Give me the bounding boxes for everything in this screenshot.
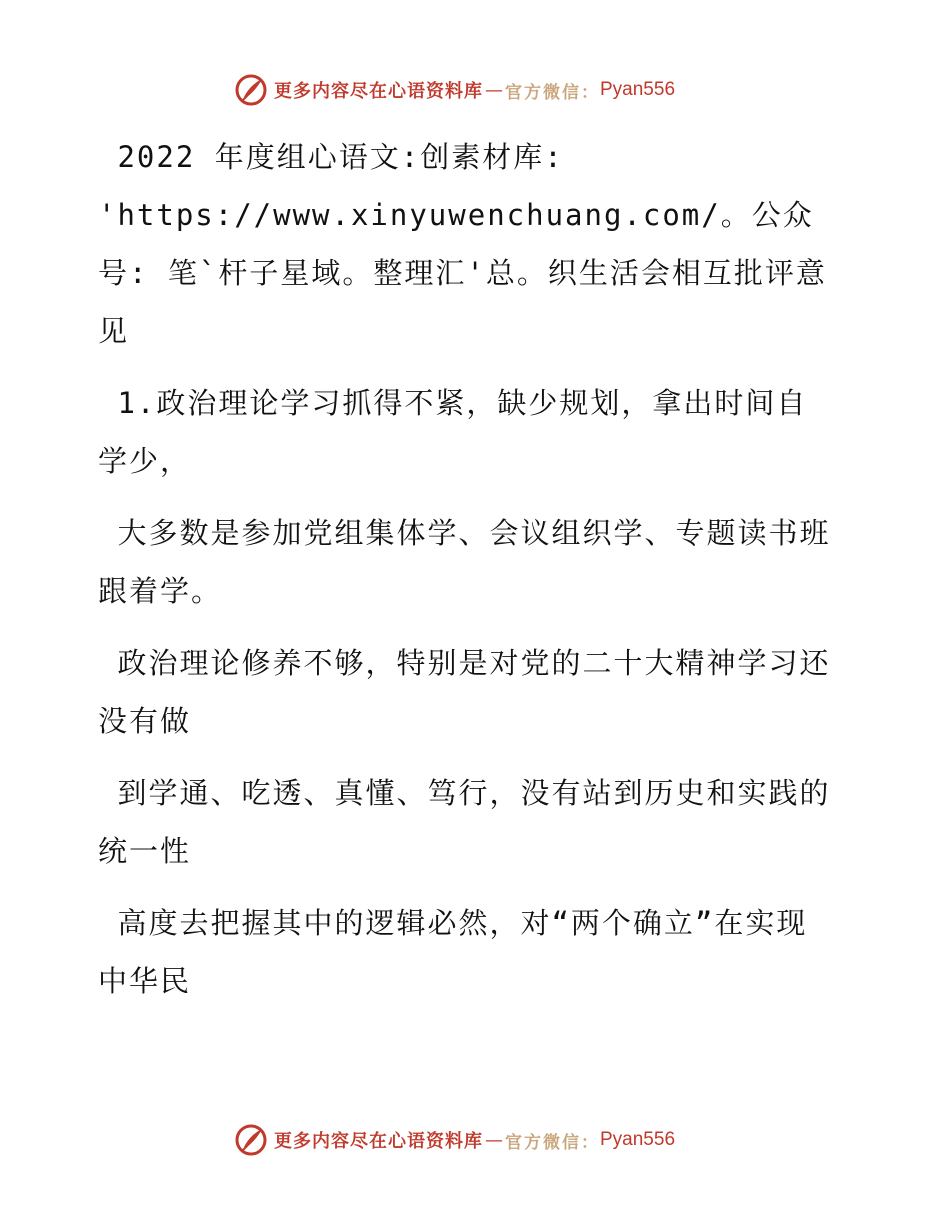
banner-wechat-label: 官方微信： [505, 1132, 600, 1153]
footer-watermark-banner [234, 1122, 675, 1158]
quill-logo-icon [234, 1123, 268, 1157]
paragraph: 高度去把握其中的逻辑必然，对“两个确立”在实现中华民 [98, 906, 808, 998]
document-body [98, 128, 833, 1024]
header-watermark-banner [234, 72, 675, 108]
banner-separator: — [485, 79, 503, 101]
banner-text: 更多内容尽在心语资料库 [274, 81, 483, 102]
paragraph: 2022 年度组心语文:创素材库: 'https://www.xinyuwenchuang.com/。公众号: 笔`杆子星域。整理汇'总。织生活会相互批评意见 [98, 140, 827, 348]
quill-logo-icon [234, 73, 268, 107]
banner-account: Pyan556 [600, 79, 676, 100]
paragraph: 到学通、吃透、真懂、笃行，没有站到历史和实践的统一性 [98, 776, 831, 868]
paragraph: 大多数是参加党组集体学、会议组织学、专题读书班跟着学。 [98, 516, 831, 608]
banner-text: 更多内容尽在心语资料库 [274, 1131, 483, 1152]
banner-account: Pyan556 [600, 1129, 676, 1150]
paragraph: 1.政治理论学习抓得不紧，缺少规划，拿出时间自学少， [98, 386, 808, 478]
banner-separator: — [485, 1129, 503, 1151]
paragraph: 政治理论修养不够，特别是对党的二十大精神学习还没有做 [98, 646, 831, 738]
banner-wechat-label: 官方微信： [505, 82, 600, 103]
